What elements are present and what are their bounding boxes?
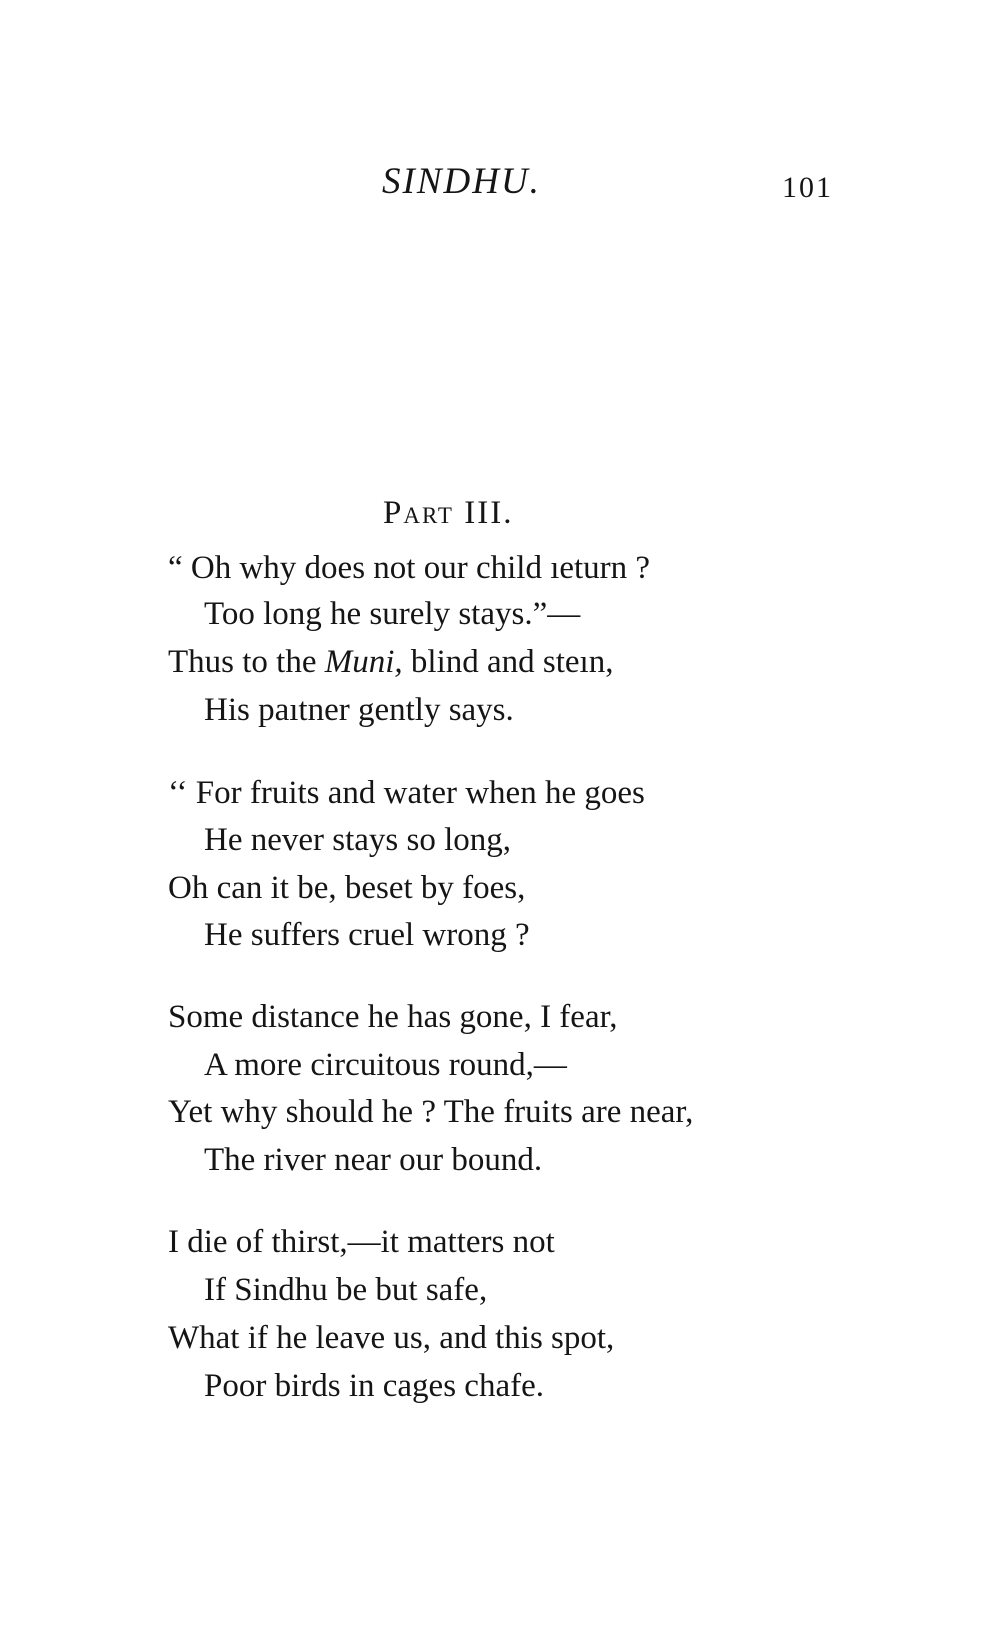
poem-line: I die of thirst,—it matters not [168, 1224, 555, 1260]
part-word: Part [383, 495, 454, 531]
poem-line: If Sindhu be but safe, [204, 1272, 488, 1308]
poem-line: What if he leave us, and this spot, [168, 1320, 615, 1356]
page-number: 101 [782, 171, 833, 204]
part-heading [383, 493, 513, 533]
poem-line: He never stays so long, [204, 822, 512, 858]
poem-line: Some distance he has gone, I fear, [168, 999, 618, 1035]
poem-line: Yet why should he ? The fruits are near, [168, 1094, 694, 1130]
poem-line: ‘‘ For fruits and water when he goes [168, 775, 645, 811]
poem-line: He suffers cruel wrong ? [204, 917, 530, 953]
poem-line: “ Oh why does not our child ıeturn ? [168, 550, 651, 586]
running-head: SINDHU. [382, 161, 541, 202]
poem-line: Poor birds in cages chafe. [204, 1368, 544, 1404]
part-numeral: III. [464, 495, 514, 531]
poem-line: The river near our bound. [204, 1142, 543, 1178]
poem-line: Oh can it be, beset by foes, [168, 870, 526, 906]
poem-line: A more circuitous round,— [204, 1047, 567, 1083]
poem-line-with-italic: Thus to the Muni, blind and steın, [168, 644, 614, 680]
poem-line: Too long he surely stays.”— [204, 596, 581, 632]
poem-line: His paıtner gently says. [204, 692, 514, 728]
italic-word: Muni, [324, 644, 403, 680]
